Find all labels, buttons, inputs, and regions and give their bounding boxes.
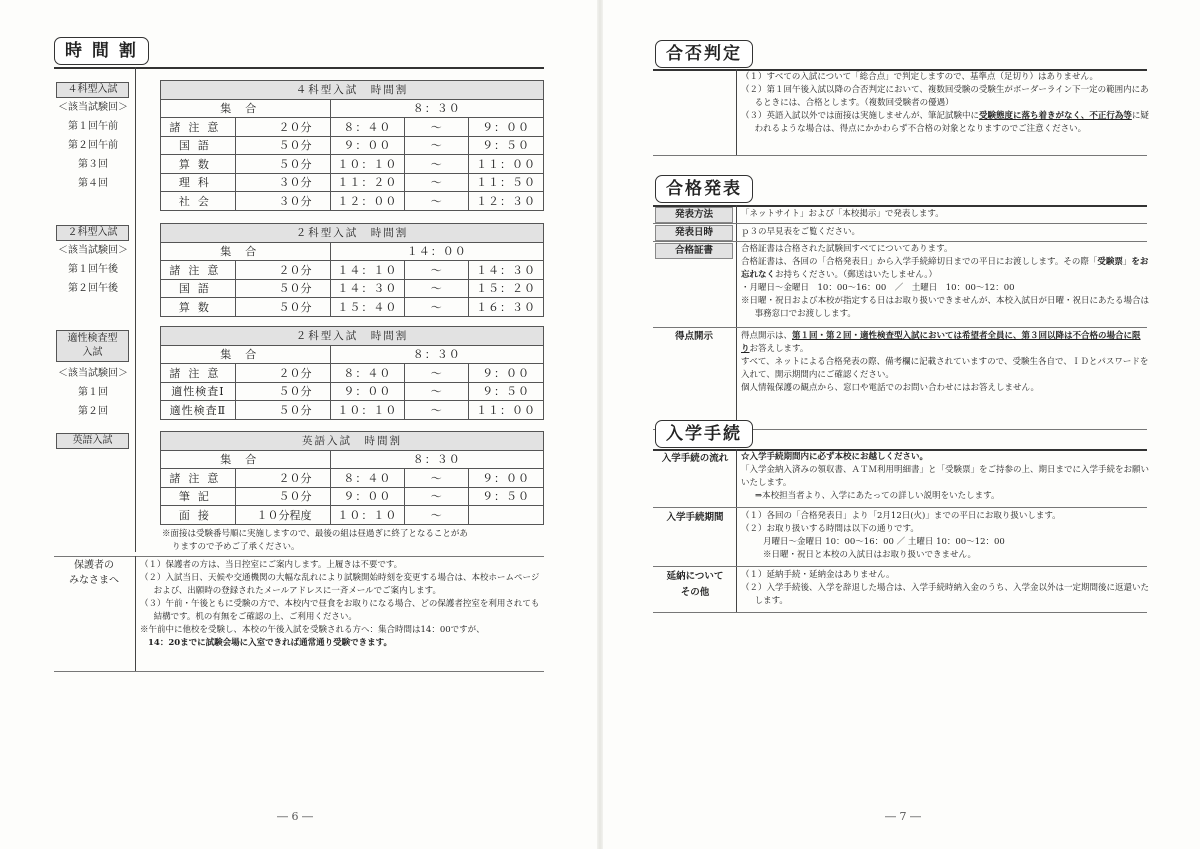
certificate-label: 合格証書	[655, 243, 733, 259]
exam4-round-4: 第４回	[78, 178, 108, 189]
row-rule	[653, 223, 1147, 224]
table-row: 諸注意 ２０分 ８：４０ ～ ９：００	[161, 364, 544, 383]
page-number-6: ― 6 ―	[277, 810, 313, 823]
announcement-column-rule	[736, 205, 737, 429]
exam2-table-title: ２科型入試 時間割	[161, 224, 544, 243]
page-number-7: ― 7 ―	[885, 810, 921, 823]
score-label: 得点開示	[674, 331, 713, 342]
row-rule	[653, 327, 1147, 328]
table-row: 算数 ５０分 １０：１０ ～ １１：００	[161, 155, 544, 174]
examE-label: 英語入試	[56, 433, 129, 449]
table-row: 諸注意 ２０分 ８：４０ ～ ９：００	[161, 469, 544, 488]
table-row: 集合 １４：００	[161, 242, 544, 261]
exam4-round-1: 第１回午前	[68, 121, 118, 132]
examT-round-2: 第２回	[78, 406, 108, 417]
admission-title: 入学手続	[655, 420, 753, 448]
examE-table-title: 英語入試 時間割	[161, 432, 544, 451]
deferral-label: 延納について その他	[666, 571, 724, 598]
judgement-text: （１）すべての入試について「総合点」で判定しますので、基準点（足切り）はありません。 （２）第１回午後入試以降の合否判定において、複数回受験の受験生がボーダーライン下一定の範囲内にあるときには、合格とします。（複数回受験者の優遇） （３）英語入試以外では面接は実施しませんが、筆記試験中に受験態度に落ち着きがなく、不正行為等に疑われるような場合は、得点にかかわらず不合格の対象となりますのでご注意ください。	[741, 72, 1149, 134]
date-label: 発表日時	[655, 225, 733, 241]
examT-applicable: ＜該当試験回＞	[58, 368, 128, 379]
exam4-applicable: ＜該当試験回＞	[58, 102, 128, 113]
method-label: 発表方法	[655, 207, 733, 223]
exam4-label: ４科型入試	[56, 82, 129, 98]
examE-timetable	[160, 431, 544, 525]
exam4-table-title: ４科型入試 時間割	[161, 81, 544, 100]
exam2-round-1: 第１回午後	[68, 264, 118, 275]
period-label: 入学手続期間	[666, 512, 724, 523]
table-row: 集合 ８：３０	[161, 450, 544, 469]
score-text: 得点開示は、第１回・第２回・適性検査型入試においては希望者全員に、第３回以降は不合格の場合に限りお答えします。 すべて、ネットによる合格発表の際、備考欄に記載されていますので、受験生各自で、ＩＤとパスワードを入れて、開示期間内にご確認ください。 個人情報保護の観点から、窓口や電話でのお問い合わせにはお答えしません。	[741, 331, 1149, 393]
table-row: 算数 ５０分 １５：４０ ～ １６：３０	[161, 298, 544, 317]
title-rule	[54, 67, 544, 69]
flow-text: ☆入学手続期間内に必ず本校にお越しください。 「入学金納入済みの領収書、ＡＴＭ利用明細書」と「受験票」をご持参の上、期日までに入学手続をお願いいたします。 ⇒本校担当者より、入学にあたっての詳しい説明をいたします。	[741, 452, 1150, 501]
table-row: 適性検査Ⅱ ５０分 １０：１０ ～ １１：００	[161, 401, 544, 420]
examT-label-line2: 入試	[82, 347, 103, 358]
exam2-timetable	[160, 223, 544, 317]
examT-timetable	[160, 326, 544, 420]
table-row: 諸注意 ２０分 １４：１０ ～ １４：３０	[161, 261, 544, 280]
judgement-title: 合否判定	[655, 40, 753, 68]
guardians-notes: （１）保護者の方は、当日控室にご案内します。上履きは不要です。 （２）入試当日、天候や交通機関の大幅な乱れにより試験開始時刻を変更する場合は、本校ホームページおよび、出願時の登録されたメールアドレスに一斉メールでご案内します。 （３）午前・午後ともに受験の方で、本校内で昼食をお取りになる場合、どの保護者控室を利用されても結構です。机の有無をご確認の上、ご利用ください。 ※午前中に他校を受験し、本校の午後入試を受験される方へ：集合時間は14：00ですが、 14：20までに試験会場に入室できれば通常通り受験できます。	[140, 560, 540, 648]
flow-label: 入学手続の流れ	[661, 453, 729, 464]
deferral-text: （１）延納手続・延納金はありません。 （２）入学手続後、入学を辞退した場合は、入学手続時納入金のうち、入学金以外は一定期間後に返還いたします。	[741, 570, 1150, 606]
date-text: ｐ３の早見表をご覧ください。	[741, 227, 861, 237]
table-row: 国語 ５０分 １４：３０ ～ １５：２０	[161, 279, 544, 298]
table-row: 集合 ８：３０	[161, 99, 544, 118]
guardians-column-rule	[135, 556, 136, 671]
guardians-rule-top	[54, 556, 544, 557]
judgement-rule-bottom	[653, 155, 1147, 156]
examT-label-line1: 適性検査型	[67, 333, 118, 344]
exam4-timetable	[160, 80, 544, 211]
examT-table-title: ２科型入試 時間割	[161, 327, 544, 346]
row-rule	[653, 566, 1147, 567]
certificate-text: 合格証書は合格された試験回すべてについてあります。 合格証書は、各回の「合格発表日」から入学手続締切日までの平日にお渡しします。その際「受験票」をお忘れなくお持ちください。（郵送はいたしません。） ・月曜日～金曜日 10：00～16：00 ／ 土曜日 10：00～12：00 ※日曜・祝日および本校が指定する日はお取り扱いできませんが、本校入試日が日曜・祝日にあたる場合は事務窓口でお渡しします。	[741, 244, 1150, 319]
table-row: 集合 ８：３０	[161, 345, 544, 364]
exam2-label: ２科型入試	[56, 225, 129, 241]
examT-label	[56, 330, 129, 362]
left-column-rule	[135, 67, 136, 552]
table-row: 適性検査Ⅰ ５０分 ９：００ ～ ９：５０	[161, 382, 544, 401]
period-text: （１）各回の「合格発表日」より「2月12日(火)」までの平日にお取り扱いします。 （２）お取り扱いする時間は以下の通りです。 月曜日～金曜日 10：00～16：00 ／ 土曜日 10：00～12：00 ※日曜・祝日と本校の入試日はお取り扱いできません。	[741, 511, 1061, 560]
page-7	[603, 0, 1200, 849]
examT-round-1: 第１回	[78, 387, 108, 398]
exam2-round-2: 第２回午後	[68, 283, 118, 294]
table-row: 筆記 ５０分 ９：００ ～ ９：５０	[161, 487, 544, 506]
table-row: 理科 ３０分 １１：２０ ～ １１：５０	[161, 173, 544, 192]
guardians-label: 保護者の みなさまへ	[69, 560, 119, 586]
judgement-column-rule	[736, 69, 737, 155]
interview-note: ※面接は受験番号順に実施しますので、最後の組は昼過ぎに終了となることがあ りますので予めご了承ください。	[162, 529, 468, 552]
exam2-applicable: ＜該当試験回＞	[58, 245, 128, 256]
page-6	[0, 0, 597, 849]
admission-rule-bottom	[653, 612, 1147, 613]
exam4-round-2: 第２回午前	[68, 140, 118, 151]
row-rule	[653, 507, 1147, 508]
method-text: 「ネットサイト」および「本校掲示」で発表します。	[741, 209, 944, 219]
guardians-rule-bottom	[54, 671, 544, 672]
table-row: 諸注意 ２０分 ８：４０ ～ ９：００	[161, 118, 544, 137]
announcement-title: 合格発表	[655, 175, 753, 203]
row-rule	[653, 241, 1147, 242]
table-row: 社会 ３０分 １２：００ ～ １２：３０	[161, 192, 544, 211]
table-row: 面接 １０分程度 １０：１０ ～	[161, 506, 544, 525]
exam4-round-3: 第３回	[78, 159, 108, 170]
table-row: 国語 ５０分 ９：００ ～ ９：５０	[161, 136, 544, 155]
timetable-title: 時 間 割	[54, 37, 149, 65]
